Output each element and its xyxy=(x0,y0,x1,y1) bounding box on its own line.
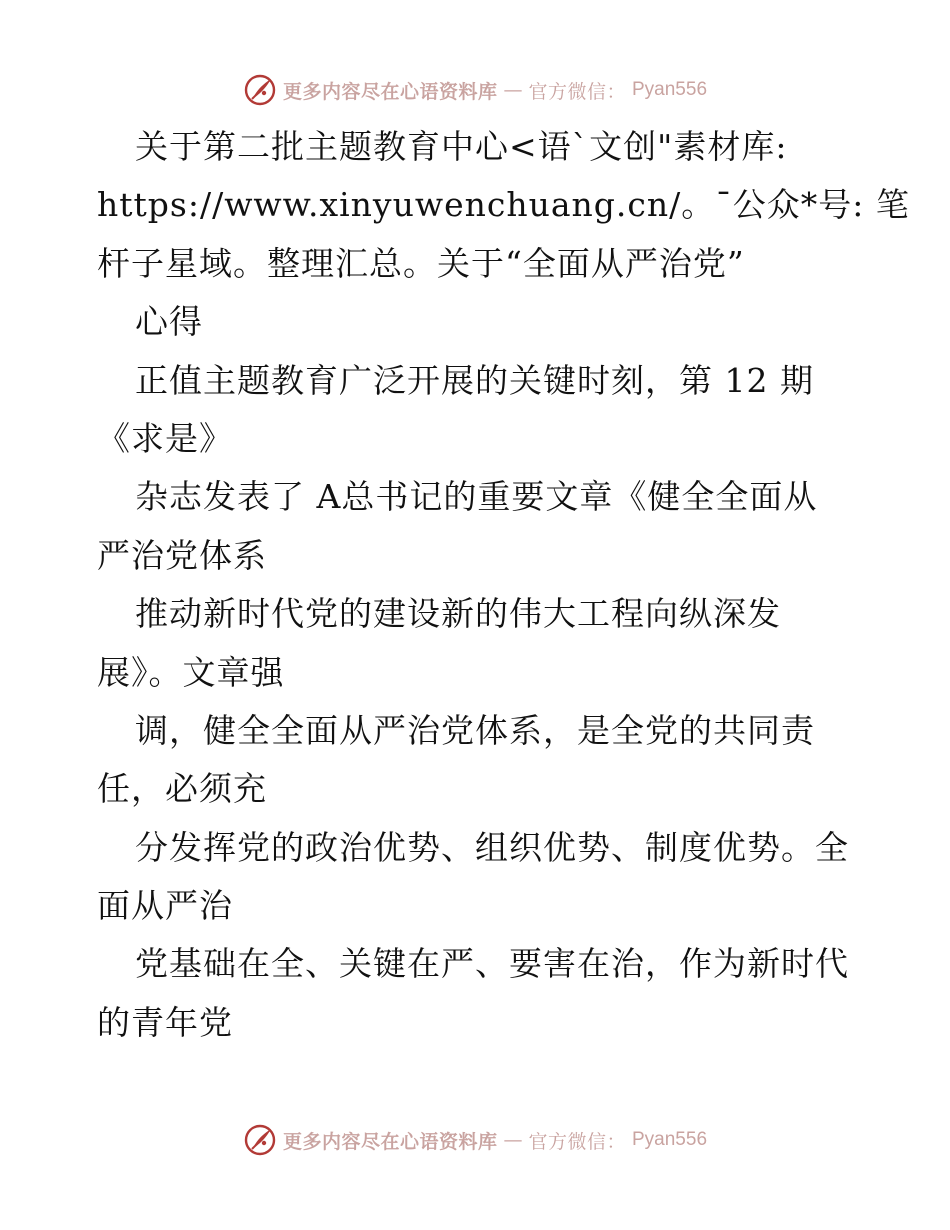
banner-wechat-label: 官方微信： xyxy=(528,1130,626,1153)
text-line: 杂志发表了 A总书记的重要文章《健全全面从 xyxy=(135,477,818,517)
text-line: 关于第二批主题教育中心<语`文创"素材库: xyxy=(135,127,788,166)
quill-logo-icon xyxy=(243,1123,277,1157)
text-line: 的青年党 xyxy=(97,1002,233,1042)
text-line: 正值主题教育广泛开展的关键时刻，第 12 期 xyxy=(135,360,814,400)
text-line: 面从严治 xyxy=(97,886,233,926)
text-line: 杆子星域。整理汇总。关于“全面从严治党” xyxy=(97,243,745,283)
text-line: 展》。文章强 xyxy=(97,652,285,692)
quill-logo-icon xyxy=(243,73,277,107)
header-banner-content xyxy=(243,73,707,107)
text-line: 分发挥党的政治优势、组织优势、制度优势。全 xyxy=(135,827,849,867)
text-line: 心得 xyxy=(135,302,203,342)
text-line: 任，必须充 xyxy=(97,769,267,809)
text-line: 《求是》 xyxy=(97,418,233,458)
text-line: 推动新时代党的建设新的伟大工程向纵深发 xyxy=(135,594,781,634)
text-line: 严治党体系 xyxy=(97,535,267,575)
banner-separator: — xyxy=(503,1129,523,1151)
header-banner xyxy=(0,70,950,110)
text-line: https://www.xinyuwenchuang.cn/。¯公众*号: 笔 xyxy=(97,185,910,225)
banner-site-name: 更多内容尽在心语资料库 xyxy=(282,1130,498,1153)
banner-separator: — xyxy=(503,79,523,101)
banner-wechat-handle: Pyan556 xyxy=(632,1129,708,1150)
document-body xyxy=(97,118,910,1052)
footer-banner-content xyxy=(243,1123,707,1157)
banner-wechat-handle: Pyan556 xyxy=(632,79,708,100)
footer-banner xyxy=(0,1120,950,1160)
banner-wechat-label: 官方微信： xyxy=(528,80,626,103)
text-line: 党基础在全、关键在严、要害在治，作为新时代 xyxy=(135,944,849,984)
text-line: 调，健全全面从严治党体系，是全党的共同责 xyxy=(135,710,815,750)
banner-site-name: 更多内容尽在心语资料库 xyxy=(282,80,498,103)
